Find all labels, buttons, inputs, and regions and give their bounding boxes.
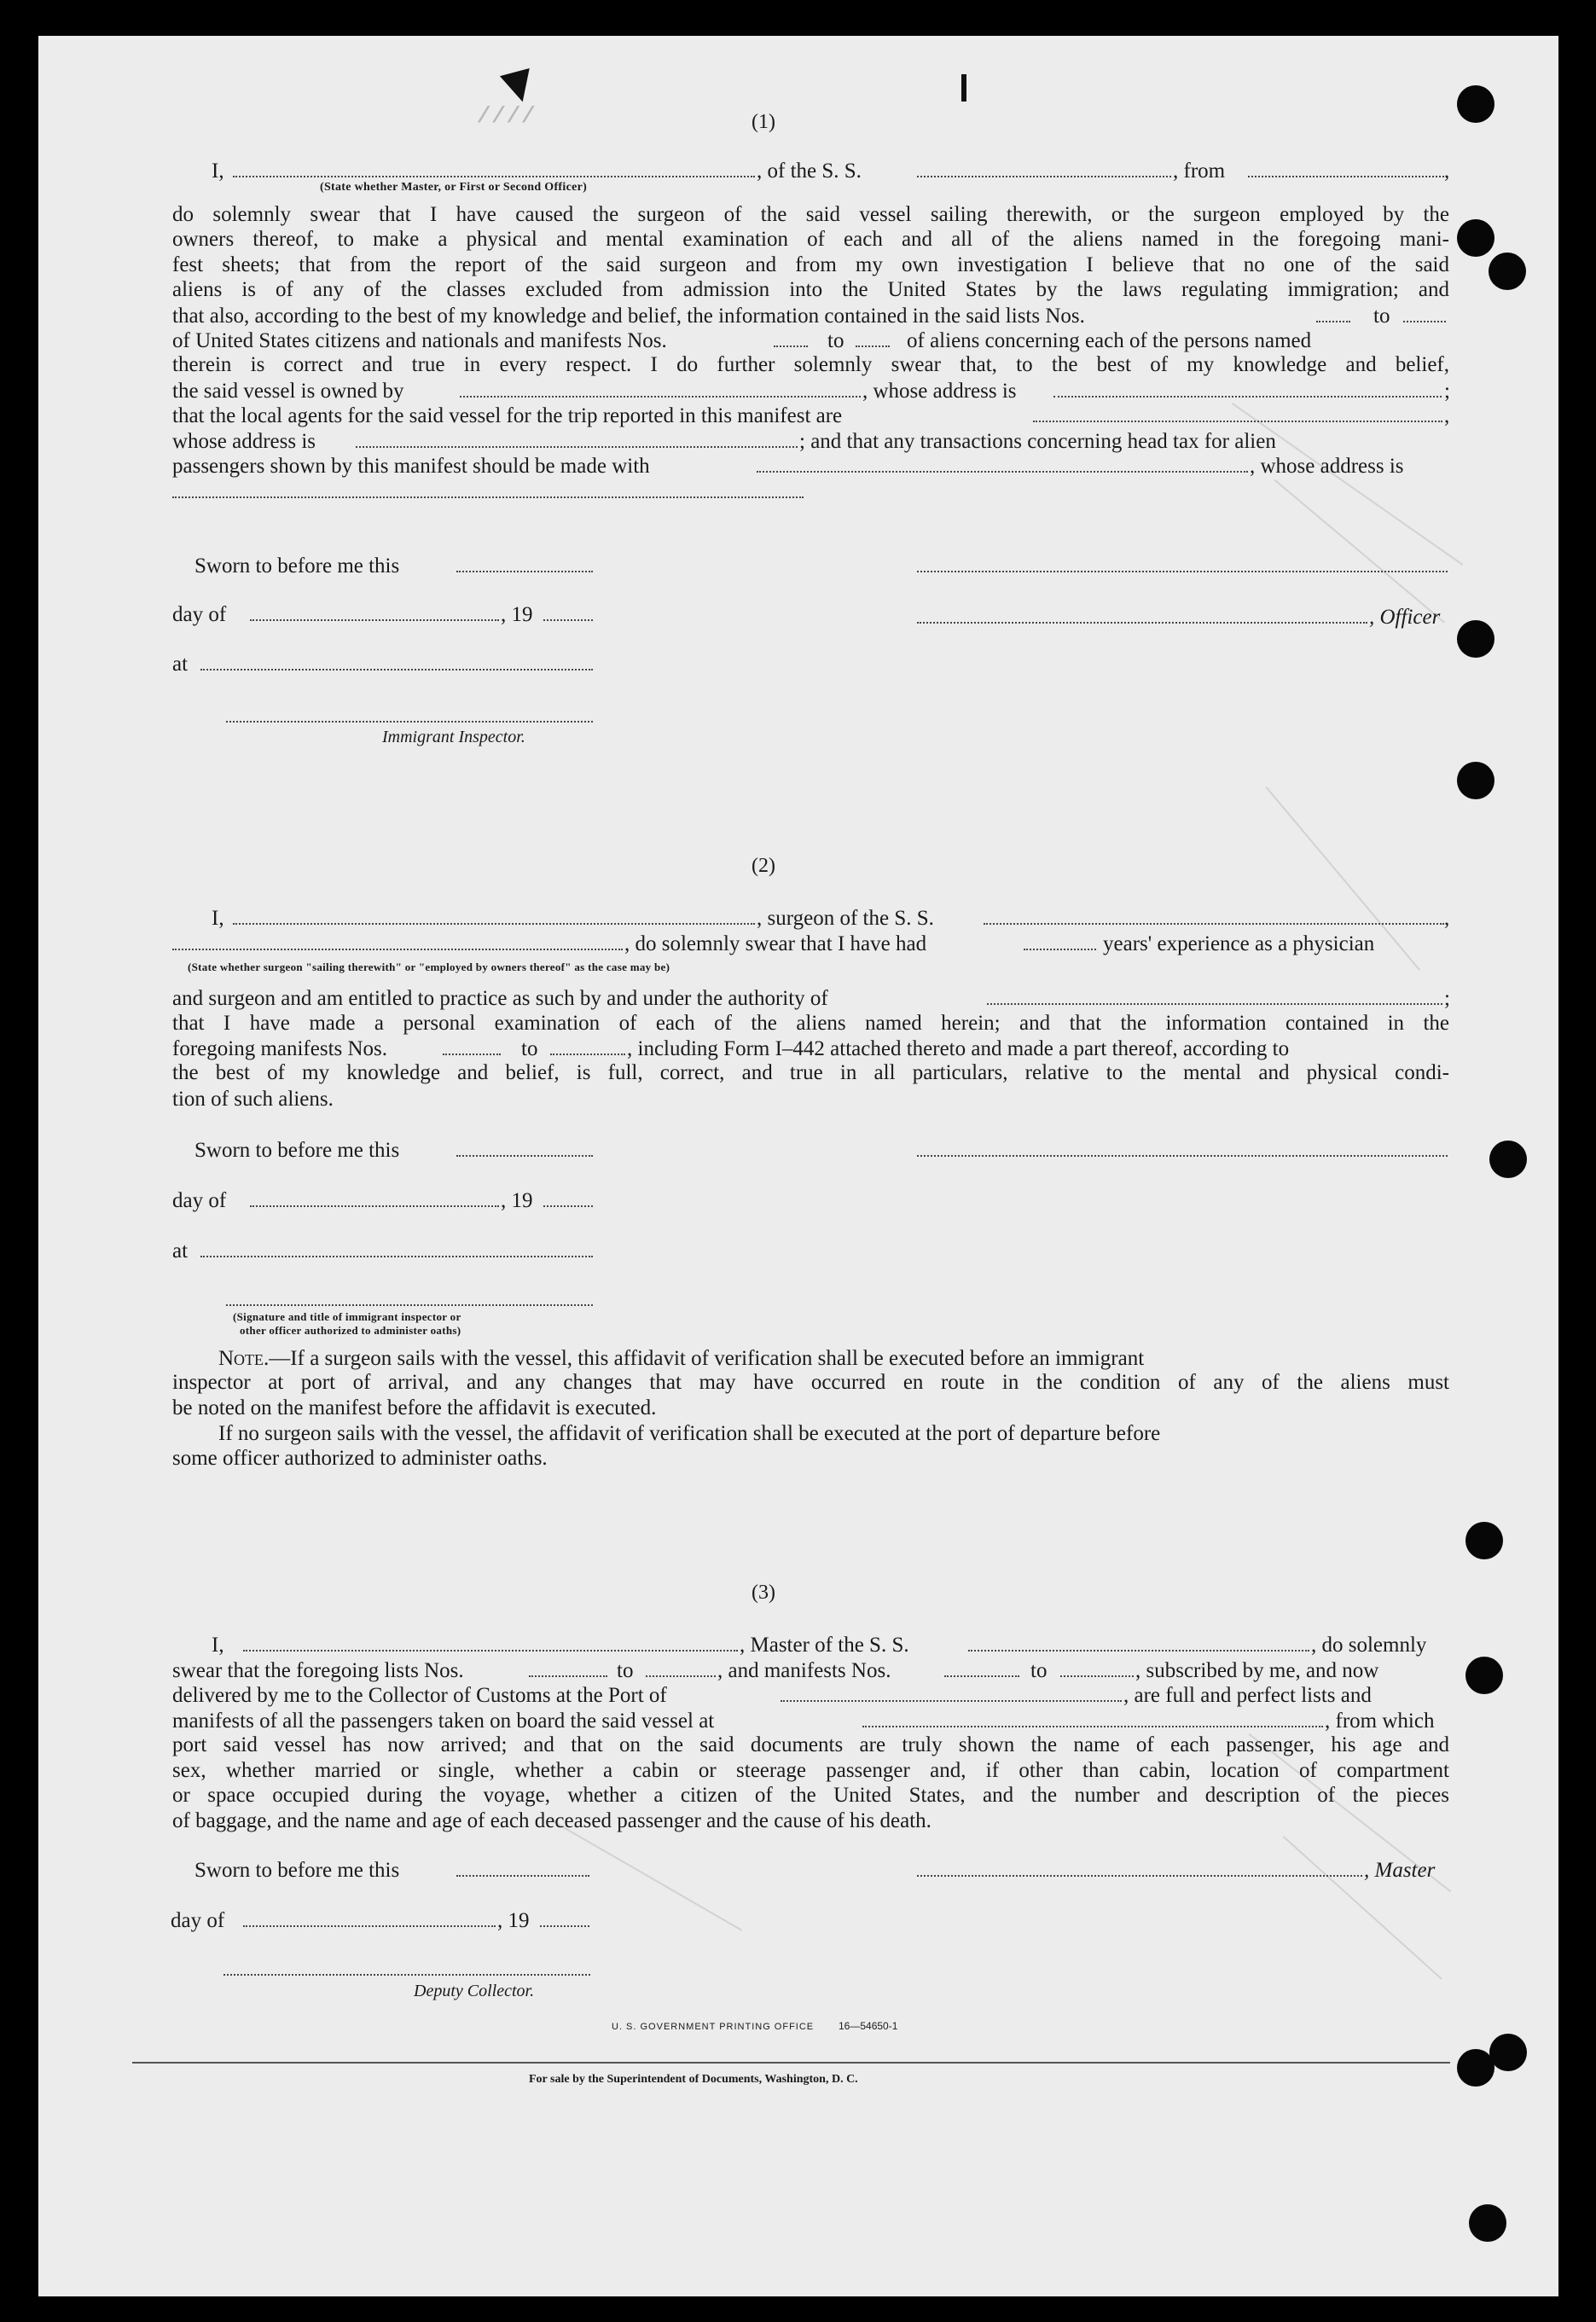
s3-deputy-collector: Deputy Collector.: [414, 1982, 535, 2000]
s1-at: at: [172, 653, 189, 676]
footer-rule: [132, 2062, 1450, 2064]
s1-vessel-field[interactable]: [917, 176, 1171, 177]
s3-lists-to-field[interactable]: [646, 1675, 716, 1677]
s1-ss-label: , of the S. S.: [757, 160, 862, 183]
s2-day-field[interactable]: [250, 1205, 499, 1207]
s1-line: whose address is: [172, 430, 316, 453]
s1-immigrant-inspector: Immigrant Inspector.: [382, 728, 525, 746]
s2-year-field[interactable]: [543, 1205, 593, 1207]
s1-line: aliens is of any of the classes excluded from admission into the United States by the laws regulating immigration; and: [172, 278, 1449, 301]
s3-to-label: to: [617, 1659, 634, 1682]
s3-do-solemnly: , do solemnly: [1311, 1634, 1427, 1657]
s2-line: the best of my knowledge and belief, is full, correct, and true in all particulars, relative to the mental and physical condi-: [172, 1061, 1449, 1084]
s2-years-field[interactable]: [1024, 949, 1096, 950]
s3-delivered: delivered by me to the Collector of Customs at the Port of: [172, 1684, 667, 1707]
s3-i-label: I,: [212, 1634, 224, 1657]
s1-lists-from-field[interactable]: [1316, 321, 1350, 322]
s2-caption-surgeon: (State whether surgeon "sailing therewith" or "employed by owners thereof" as the case may be): [188, 961, 670, 973]
s3-last-line: of baggage, and the name and age of each deceased passenger and the cause of his death.: [172, 1809, 931, 1832]
s2-surgeon-of: , surgeon of the S. S.: [757, 907, 934, 930]
s1-owner-field[interactable]: [460, 396, 861, 398]
s2-i-label: I,: [212, 907, 224, 930]
s1-from-field[interactable]: [1248, 176, 1444, 177]
s2-sig-caption-1: (Signature and title of immigrant inspector or: [233, 1310, 461, 1323]
s1-agents-address-field[interactable]: [356, 446, 798, 448]
s2-foregoing: foregoing manifests Nos.: [172, 1037, 388, 1060]
s2-surgeon-name-field[interactable]: [233, 923, 755, 925]
s1-line: passengers shown by this manifest should be made with: [172, 455, 650, 478]
s2-sworn-field[interactable]: [456, 1155, 593, 1157]
s1-caption-master: (State whether Master, or First or Second Officer): [320, 181, 588, 194]
s1-whose-address-end: , whose address is: [1250, 455, 1404, 478]
s3-sworn: Sworn to before me this: [194, 1859, 400, 1882]
s3-vessel-field[interactable]: [968, 1650, 1309, 1652]
for-sale-notice: For sale by the Superintendent of Documents, Washington, D. C.: [529, 2073, 858, 2086]
s1-line: do solemnly swear that I have caused the surgeon of the said vessel sailing therewith, or the surgeon employed by the: [172, 203, 1449, 226]
s1-head-tax-address-field[interactable]: [172, 496, 804, 498]
section-2-number: (2): [752, 855, 775, 877]
s1-i-label: I,: [212, 160, 224, 183]
s3-master-signature-field[interactable]: [917, 1875, 1362, 1877]
s3-line: port said vessel has now arrived; and that on the said documents are truly shown the name of each passenger, his age and: [172, 1733, 1449, 1756]
s1-agents-field[interactable]: [1033, 421, 1442, 422]
s2-nineteen: , 19: [501, 1189, 533, 1212]
punch-hole: [1465, 1657, 1503, 1694]
s1-line: that the local agents for the said vessel for the trip reported in this manifest are: [172, 404, 843, 427]
s1-officer-field[interactable]: [917, 622, 1367, 624]
s3-collector-signature-field[interactable]: [223, 1974, 590, 1976]
s1-line: fest sheets; that from the report of the said surgeon and from my own investigation I believe that no one of the said: [172, 253, 1449, 276]
s2-sailing-field[interactable]: [172, 949, 623, 950]
s3-master-of: , Master of the S. S.: [740, 1634, 909, 1657]
s2-line: tion of such aliens.: [172, 1088, 334, 1111]
s2-at: at: [172, 1239, 189, 1263]
s3-sworn-field[interactable]: [456, 1875, 589, 1877]
s1-line: of United States citizens and nationals and manifests Nos.: [172, 329, 667, 352]
section-1-number: (1): [752, 111, 775, 133]
s2-vessel-field[interactable]: [984, 923, 1444, 925]
s3-year-field[interactable]: [540, 1925, 589, 1927]
s1-to-label: to: [827, 329, 844, 352]
s1-owner-address-field[interactable]: [1053, 396, 1442, 398]
s3-departure-port-field[interactable]: [862, 1726, 1323, 1727]
s1-head-tax-party-field[interactable]: [757, 471, 1248, 473]
punch-hole: [1457, 219, 1494, 257]
s2-line: that I have made a personal examination of each of the aliens named herein; and that the information contained in the: [172, 1012, 1449, 1035]
s1-line: the said vessel is owned by: [172, 380, 404, 403]
s2-to-label: to: [521, 1037, 538, 1060]
s3-to-label: to: [1030, 1659, 1048, 1682]
s1-line: therein is correct and true in every respect. I do further solemnly swear that, to the best of my knowledge and belief,: [172, 353, 1449, 376]
s1-at-field[interactable]: [200, 669, 593, 670]
s2-manifests-to-field[interactable]: [550, 1054, 625, 1055]
s1-inspector-signature-field[interactable]: [226, 721, 593, 723]
s3-day-field[interactable]: [243, 1925, 496, 1927]
s1-whose-address: , whose address is: [862, 380, 1017, 403]
s3-master-name-field[interactable]: [243, 1650, 738, 1652]
s2-including: , including Form I–442 attached thereto and made a part thereof, according to: [627, 1037, 1290, 1060]
punch-hole: [1457, 85, 1494, 123]
s1-head-tax: ; and that any transactions concerning head tax for alien: [799, 430, 1276, 453]
s1-line: that also, according to the best of my knowledge and belief, the information contained in the said lists Nos.: [172, 305, 1085, 328]
s1-day-of: day of: [172, 603, 227, 626]
s2-authority: and surgeon and am entitled to practice as such by and under the authority of: [172, 987, 828, 1010]
s1-lists-to-field[interactable]: [1403, 321, 1446, 322]
s3-manifests-to-field[interactable]: [1060, 1675, 1134, 1677]
s2-years-experience: years' experience as a physician: [1103, 932, 1375, 955]
s1-manifests-to-field[interactable]: [856, 345, 890, 347]
punch-hole: [1489, 1141, 1527, 1178]
s1-of-aliens: of aliens concerning each of the persons named: [907, 329, 1312, 352]
punch-hole: [1457, 762, 1494, 799]
s2-signature-field[interactable]: [917, 1155, 1448, 1157]
s1-signature-field[interactable]: [917, 571, 1448, 572]
s3-day-of: day of: [171, 1909, 225, 1932]
s2-sworn: Sworn to before me this: [194, 1139, 400, 1162]
s2-manifests-from-field[interactable]: [443, 1054, 501, 1055]
s1-from-label: , from: [1173, 160, 1226, 183]
s1-day-field[interactable]: [250, 619, 499, 621]
s3-manifests-all: manifests of all the passengers taken on board the said vessel at: [172, 1710, 715, 1733]
s3-swear-lists: swear that the foregoing lists Nos.: [172, 1659, 464, 1682]
s1-line: owners thereof, to make a physical and mental examination of each and all of the aliens named in the foregoing mani-: [172, 228, 1449, 251]
s2-note-2: inspector at port of arrival, and any changes that may have occurred en route in the condition of any of the aliens must: [172, 1371, 1449, 1394]
ink-mark: [500, 68, 537, 106]
s3-subscribed: , subscribed by me, and now: [1135, 1659, 1379, 1682]
s1-officer-name-field[interactable]: [233, 176, 755, 177]
s3-full-perfect: , are full and perfect lists and: [1123, 1684, 1372, 1707]
s2-at-field[interactable]: [200, 1256, 593, 1257]
document-page: ⁄ ⁄ ⁄ ⁄ (1) I, , of the S. S. , from , (State whether Master, or First or Second Officer) do solemnly swear that I have caused the surgeon of the said vessel sailing therewith, or the surgeon employed by the owners thereof, to make a physical and mental examination of each and all of the aliens named in the foregoing mani- fest sheets; that from the report of the said surgeon and from my own investigation I believe that no one of the said aliens is of any of the classes excluded from admission into the United States by the laws regulating immigration; and that also, according to the best of my knowledge and belief, the information contained in the said lists Nos. to of United States citizens and nationals and manifests Nos. to of aliens concerning each of the persons named therein is correct and true in every respect. I do further solemnly swear that, to the best of my knowledge and belief, the said vessel is owned by , whose address is ; that the local agents for the said vessel for the trip reported in this manifest are , whose address is ; and that any transactions concerning head tax for alien passengers shown by this manifest should be made with , whose address is Sworn to before me this day of , 19 , Officer at Immigrant Inspector. (2) I, , surgeon of the S. S. , , do solemnly swear that I have had years' experience as a physician (State whether surgeon "sailing therewith" or "employed by owners thereof" as the case may be) and surgeon and am entitled to practice as such by and under the authority of ; that I have made a personal examination of each of the aliens named herein; and that the information contained in the foregoing manifests Nos. to , including Form I–442 attached thereto and made a part thereof, according to the best of my knowledge and belief, is full, correct, and true in all particulars, relative to the mental and physical condi- tion of such aliens. Sworn to before me this day of , 19 at (Signature and title of immigrant inspector or other officer authorized to administer oaths) Note.—If a surgeon sails with the vessel, this affidavit of verification shall be executed before an immigrant inspector at port of arrival, and any changes that may have occurred en route in the condition of any of the aliens must be noted on the manifest before the affidavit is executed. If no surgeon sails with the vessel, the affidavit of verification shall be executed at the port of departure before some officer authorized to administer oaths. (3) I, , Master of the S. S. , do solemnly swear that the foregoing lists Nos. to , and manifests Nos. to , subscribed by me, and now delivered by me to the Collector of Customs at the Port of , are full and perfect lists and manifests of all the passengers taken on board the said vessel at , from which port said vessel has now arrived; and that on the said documents are truly shown the name of each passenger, his age and sex, whether married or single, whether a cabin or steerage passenger and, if other than cabin, location of compartment or space occupied during the voyage, whether a citizen of the United States, and the number and description of the pieces of baggage, and the name and age of each deceased passenger and the cause of his death. Sworn to before me this , Master day of , 19 Deputy Collector. U. S. GOVERNMENT PRINTING OFFICE 16—54650-1 For sale by the Superintendent of Documents, Washington, D. C.: [38, 36, 1558, 2296]
s3-manifests-from-field[interactable]: [944, 1675, 1019, 1677]
s2-swear-had: , do solemnly swear that I have had: [624, 932, 927, 955]
s1-officer-label: , Officer: [1369, 606, 1441, 629]
punch-hole: [1465, 1522, 1503, 1559]
s2-note-4: If no surgeon sails with the vessel, the affidavit of verification shall be executed at the port of departure before: [218, 1422, 1161, 1445]
s2-sig-caption-2: other officer authorized to administer oaths): [240, 1324, 461, 1337]
section-3-number: (3): [752, 1582, 775, 1604]
s3-line: sex, whether married or single, whether a cabin or steerage passenger and, if other than cabin, location of compartment: [172, 1759, 1449, 1782]
s2-day-of: day of: [172, 1189, 227, 1212]
s1-nineteen: , 19: [501, 603, 533, 626]
ink-mark: [961, 74, 966, 102]
s2-officer-signature-field[interactable]: [226, 1304, 593, 1306]
bleedthrough-mark: [1274, 479, 1445, 624]
bleedthrough-stamp: ⁄ ⁄ ⁄ ⁄: [482, 102, 532, 128]
punch-hole: [1469, 2204, 1506, 2242]
s3-master-label: , Master: [1364, 1859, 1436, 1882]
s2-note-3: be noted on the manifest before the affidavit is executed.: [172, 1396, 657, 1419]
punch-hole: [1489, 253, 1526, 290]
s1-to-label: to: [1373, 305, 1390, 328]
s1-year-field[interactable]: [543, 619, 593, 621]
s3-from-which: , from which: [1325, 1710, 1435, 1733]
s2-note-5: some officer authorized to administer oaths.: [172, 1447, 548, 1470]
gpo-imprint: U. S. GOVERNMENT PRINTING OFFICE: [612, 2022, 815, 2032]
s3-and-manifests: , and manifests Nos.: [717, 1659, 891, 1682]
punch-hole: [1489, 2034, 1527, 2071]
s3-lists-from-field[interactable]: [529, 1675, 607, 1677]
s3-line: or space occupied during the voyage, whether a citizen of the United States, and the number and description of the pieces: [172, 1784, 1449, 1807]
s1-sworn-field[interactable]: [456, 571, 593, 572]
s2-note-1: Note.—If a surgeon sails with the vessel, this affidavit of verification shall be executed before an immigrant: [218, 1347, 1145, 1370]
gpo-code: 16—54650-1: [839, 2020, 898, 2032]
s2-authority-field[interactable]: [987, 1003, 1442, 1005]
s3-port-field[interactable]: [781, 1700, 1122, 1702]
s1-sworn: Sworn to before me this: [194, 554, 400, 578]
s3-nineteen: , 19: [497, 1909, 530, 1932]
punch-hole: [1457, 620, 1494, 658]
s1-manifests-from-field[interactable]: [774, 345, 808, 347]
